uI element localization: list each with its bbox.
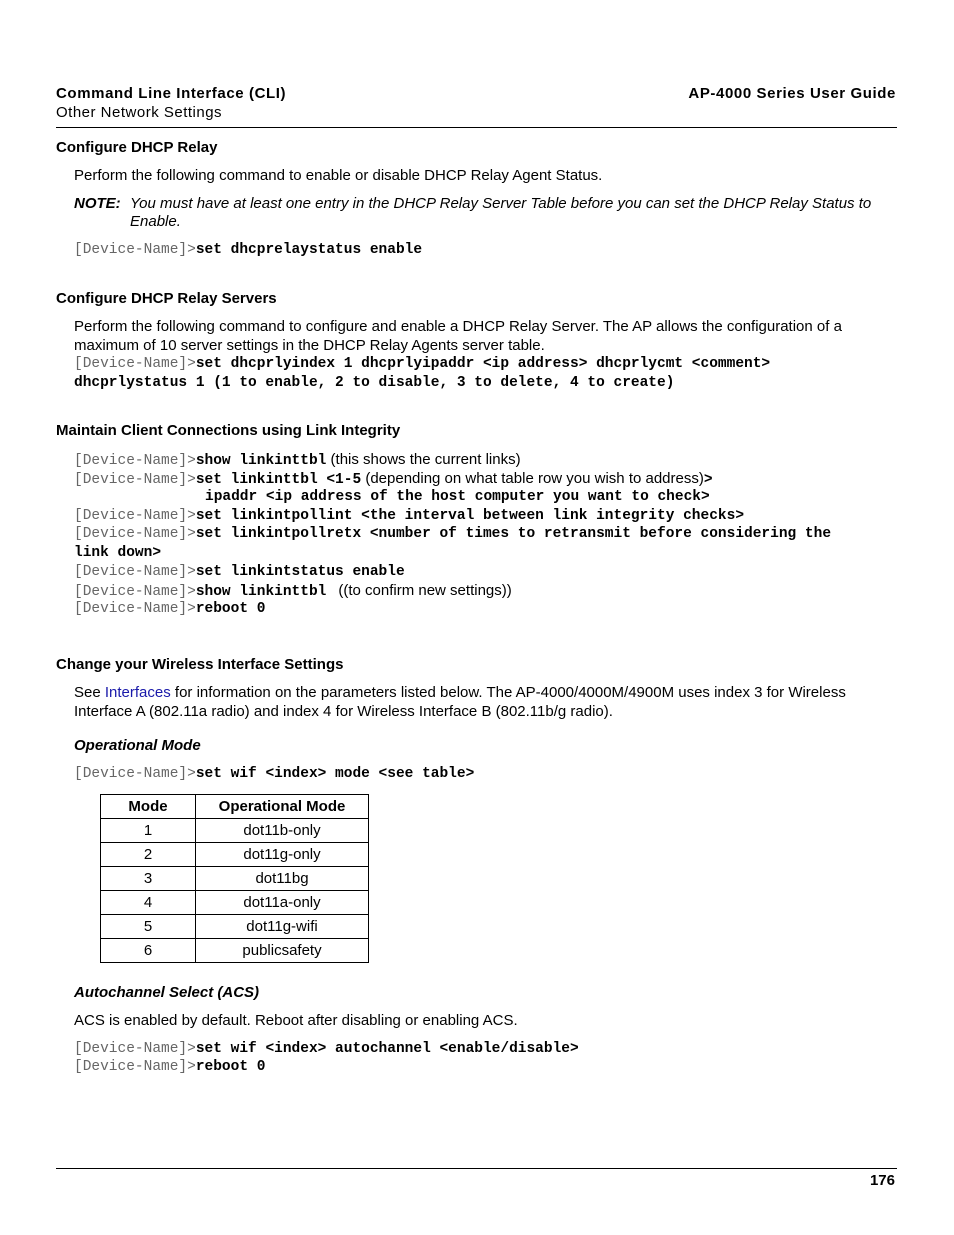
- cli-line: [74, 242, 422, 258]
- cli-prompt: [Device-Name]>: [74, 1059, 196, 1075]
- cli-prompt: [Device-Name]>: [74, 526, 196, 542]
- note-text-line1: You must have at least one entry in the DHCP Relay Server Table before you can set the DHCP Relay Status to: [130, 195, 872, 212]
- heading-dhcp-relay-servers: Configure DHCP Relay Servers: [56, 290, 277, 307]
- cli-command-end: >: [703, 472, 713, 488]
- cli-line: [74, 582, 512, 600]
- cell-operational-mode: dot11g-wifi: [196, 915, 369, 939]
- wireless-intro-line2: Interface A (802.11a radio) and index 4 for Wireless Interface B (802.11b/g radio).: [74, 703, 613, 720]
- cli-command: show linkinttbl: [195, 584, 327, 600]
- footer-rule: [56, 1168, 897, 1169]
- guide-title: AP-4000 Series User Guide: [688, 85, 896, 102]
- cli-prompt: [Device-Name]>: [74, 584, 196, 600]
- cli-prompt: [Device-Name]>: [74, 242, 196, 258]
- cli-line: [74, 356, 770, 372]
- cell-operational-mode: dot11bg: [196, 867, 369, 891]
- section-subtitle: Other Network Settings: [56, 104, 223, 121]
- cli-line: [74, 508, 744, 524]
- page-number: 176: [869, 1172, 895, 1189]
- cli-command: set dhcprelaystatus enable: [195, 242, 423, 258]
- cli-command: set linkintpollretx <number of times to retransmit before considering the: [195, 526, 832, 542]
- note-text-line2: Enable.: [130, 213, 181, 230]
- cell-operational-mode: dot11b-only: [196, 819, 369, 843]
- cli-comment: ((to confirm new settings)): [338, 582, 512, 599]
- cli-comment-text: (to confirm new settings): [343, 582, 507, 599]
- table-row: [101, 915, 369, 939]
- cli-prompt: [Device-Name]>: [74, 453, 196, 469]
- wireless-intro-pre: See: [74, 684, 105, 701]
- cell-mode: 4: [101, 891, 196, 915]
- column-header-mode: Mode: [101, 795, 196, 819]
- cell-mode: 3: [101, 867, 196, 891]
- cli-command: reboot 0: [195, 601, 266, 617]
- heading-wireless-settings: Change your Wireless Interface Settings: [56, 656, 344, 673]
- cli-prompt: [Device-Name]>: [74, 356, 196, 372]
- cell-mode: 5: [101, 915, 196, 939]
- heading-dhcp-relay: Configure DHCP Relay: [56, 139, 218, 156]
- operational-mode-table: [100, 794, 369, 963]
- cli-line: [74, 470, 713, 488]
- cli-prompt: [Device-Name]>: [74, 601, 196, 617]
- chapter-title: Command Line Interface (CLI): [56, 85, 287, 102]
- cli-prompt: [Device-Name]>: [74, 472, 196, 488]
- table-row: [101, 867, 369, 891]
- cell-operational-mode: dot11g-only: [196, 843, 369, 867]
- table-row: [101, 819, 369, 843]
- cell-operational-mode: publicsafety: [196, 939, 369, 963]
- cli-comment: (this shows the current links): [326, 451, 521, 468]
- cli-line: [74, 1041, 579, 1057]
- cli-prompt: [Device-Name]>: [74, 1041, 196, 1057]
- column-header-operational-mode: Operational Mode: [196, 795, 369, 819]
- heading-autochannel-select: Autochannel Select (ACS): [74, 984, 260, 1001]
- dhcp-relay-intro: Perform the following command to enable or disable DHCP Relay Agent Status.: [74, 167, 603, 184]
- cli-prompt: [Device-Name]>: [74, 766, 196, 782]
- header-rule: [56, 127, 897, 128]
- interfaces-link[interactable]: Interfaces: [104, 684, 171, 701]
- cli-line: [74, 451, 521, 469]
- wireless-intro-line1: [74, 684, 846, 701]
- cli-command: show linkinttbl: [195, 453, 327, 469]
- cli-line: [74, 766, 474, 782]
- cli-line: [74, 526, 831, 542]
- heading-operational-mode: Operational Mode: [74, 737, 201, 754]
- note-label: NOTE:: [74, 195, 121, 212]
- cli-line: [74, 1059, 265, 1075]
- cli-command: set linkintstatus enable: [195, 564, 405, 580]
- acs-intro: ACS is enabled by default. Reboot after disabling or enabling ACS.: [74, 1012, 518, 1029]
- wireless-intro-post: for information on the parameters listed below. The AP-4000/4000M/4900M uses index 3 for Wireless: [170, 684, 846, 701]
- cli-command: set dhcprlyindex 1 dhcprlyipaddr <ip address> dhcprlycmt <comment>: [195, 356, 771, 372]
- heading-link-integrity: Maintain Client Connections using Link Integrity: [56, 422, 401, 439]
- cli-comment: (depending on what table row you wish to address): [361, 470, 704, 487]
- cell-mode: 6: [101, 939, 196, 963]
- cli-line: [74, 601, 265, 617]
- cli-command: reboot 0: [195, 1059, 266, 1075]
- cli-command: set wif <index> autochannel <enable/disable>: [195, 1041, 579, 1057]
- cli-command: set linkintpollint <the interval between link integrity checks>: [195, 508, 745, 524]
- cell-mode: 1: [101, 819, 196, 843]
- cli-command: set linkinttbl <1-5: [195, 472, 362, 488]
- table-header-row: [101, 795, 369, 819]
- cli-prompt: [Device-Name]>: [74, 508, 196, 524]
- table-row: [101, 891, 369, 915]
- cli-command-continuation: link down>: [74, 545, 162, 561]
- cli-line: [74, 564, 405, 580]
- cli-command: set wif <index> mode <see table>: [195, 766, 475, 782]
- table-row: [101, 843, 369, 867]
- relay-servers-intro-line1: Perform the following command to configure and enable a DHCP Relay Server. The AP allows the configuration of a: [74, 318, 842, 335]
- cli-command-continuation: ipaddr <ip address of the host computer you want to check>: [205, 489, 710, 505]
- relay-servers-intro-line2: maximum of 10 server settings in the DHCP Relay Agents server table.: [74, 337, 545, 354]
- cell-operational-mode: dot11a-only: [196, 891, 369, 915]
- cli-prompt: [Device-Name]>: [74, 564, 196, 580]
- table-row: [101, 939, 369, 963]
- cli-command-continuation: dhcprlystatus 1 (1 to enable, 2 to disable, 3 to delete, 4 to create): [74, 375, 675, 391]
- cell-mode: 2: [101, 843, 196, 867]
